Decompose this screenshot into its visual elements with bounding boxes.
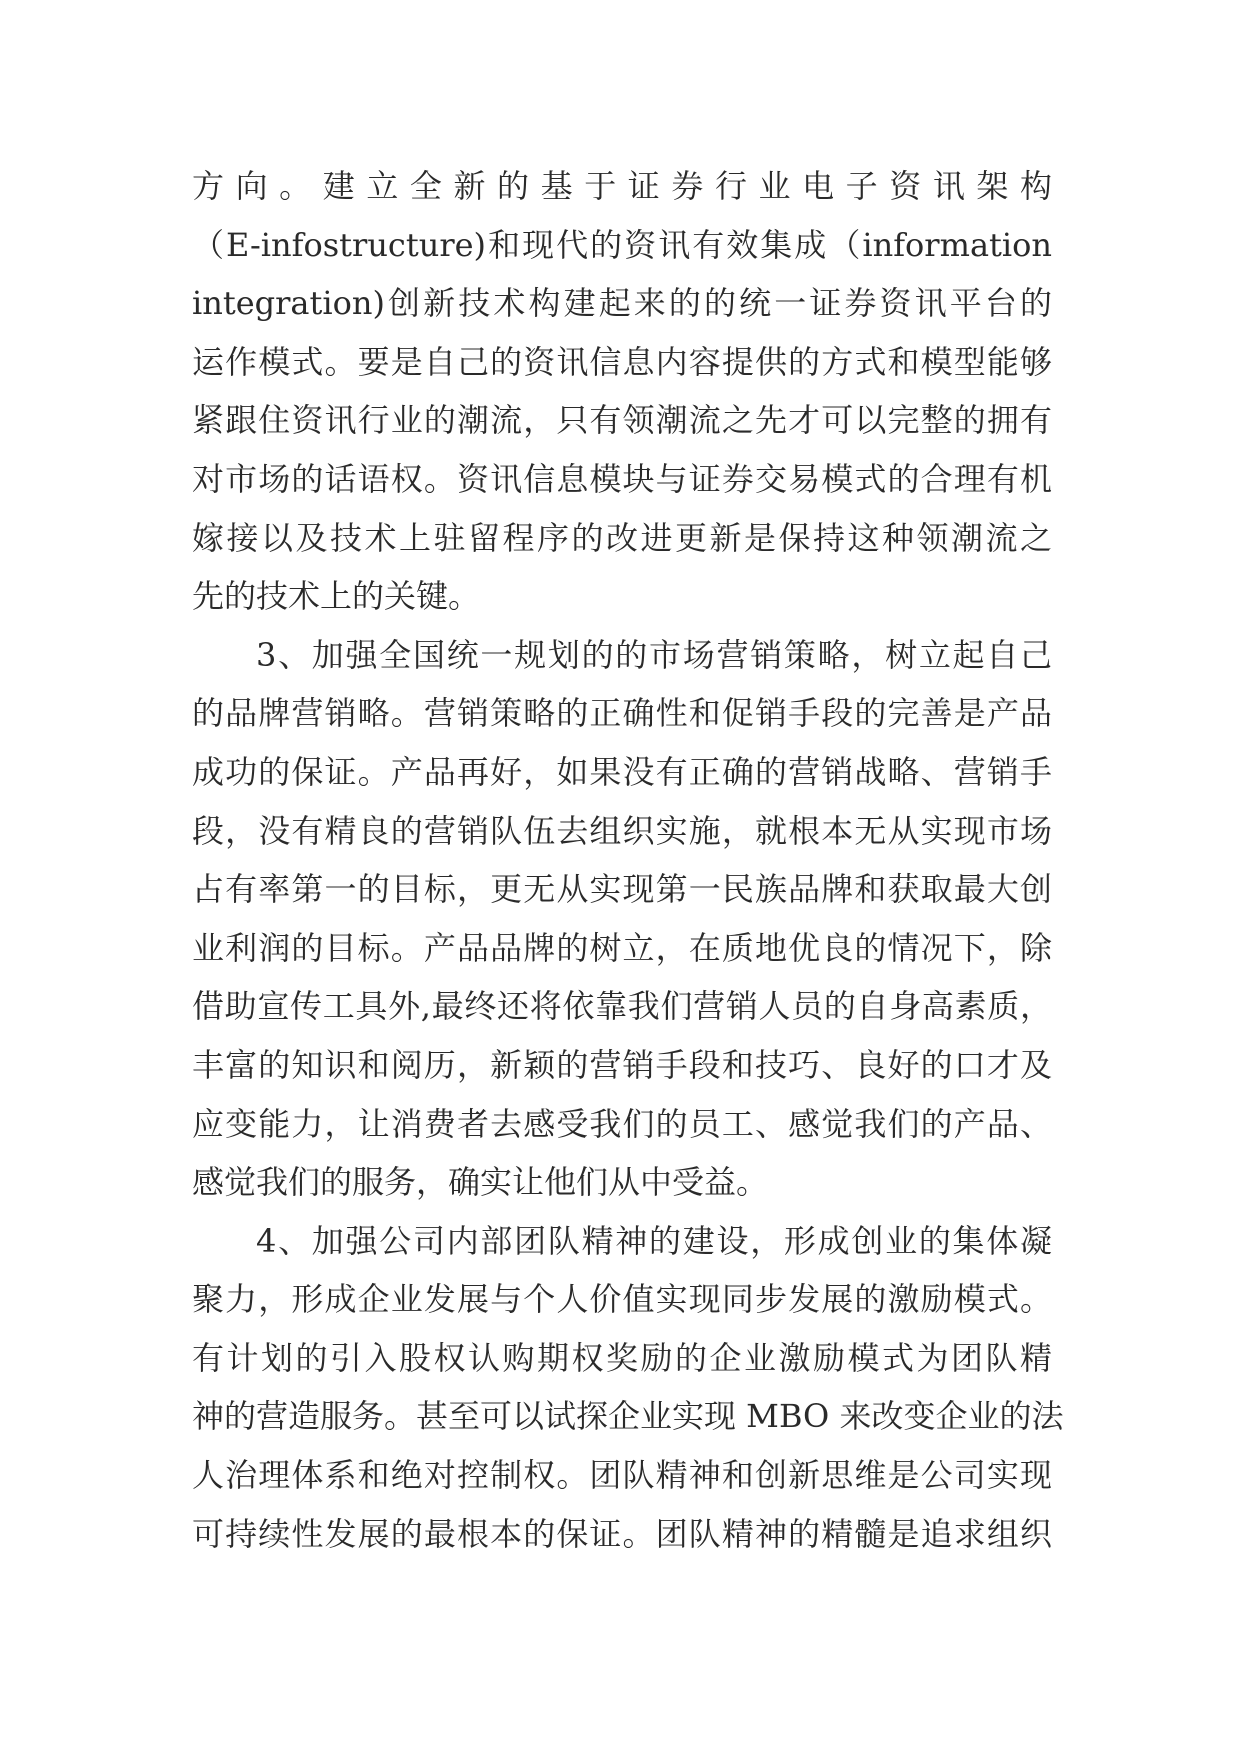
text-line: 有计划的引入股权认购期权奖励的企业激励模式为团队精	[192, 1338, 1052, 1377]
text-line: 运作模式。要是自己的资讯信息内容提供的方式和模型能够	[192, 342, 1052, 381]
text-line: 感觉我们的服务，确实让他们从中受益。	[192, 1163, 769, 1202]
text-line: 业利润的目标。产品品牌的树立，在质地优良的情况下，除	[192, 928, 1052, 967]
text-line: 方向。建立全新的基于证券行业电子资讯架构	[192, 167, 1052, 205]
text-line: integration)创新技术构建起来的的统一证券资讯平台的	[192, 284, 1052, 323]
text-line: （E-infostructure)和现代的资讯有效集成（information	[192, 225, 1052, 264]
text-line: 应变能力，让消费者去感受我们的员工、感觉我们的产品、	[192, 1104, 1052, 1143]
text-line: 丰富的知识和阅历，新颖的营销手段和技巧、良好的口才及	[192, 1045, 1052, 1084]
body-text	[192, 157, 1064, 1563]
text-line: 段，没有精良的营销队伍去组织实施，就根本无从实现市场	[192, 811, 1052, 850]
text-line: 可持续性发展的最根本的保证。团队精神的精髓是追求组织	[192, 1514, 1052, 1553]
text-line: 成功的保证。产品再好，如果没有正确的营销战略、营销手	[192, 752, 1052, 791]
text-line: 借助宣传工具外,最终还将依靠我们营销人员的自身高素质，	[192, 987, 1052, 1026]
text-line: 聚力，形成企业发展与个人价值实现同步发展的激励模式。	[192, 1280, 1052, 1319]
text-line: 的品牌营销略。营销策略的正确性和促销手段的完善是产品	[192, 694, 1052, 733]
text-line: 人治理体系和绝对控制权。团队精神和创新思维是公司实现	[192, 1456, 1052, 1495]
text-line: 先的技术上的关键。	[192, 577, 481, 616]
paragraph-start-line: 4、加强公司内部团队精神的建设，形成创业的集体凝	[256, 1221, 1052, 1260]
text-line: 占有率第一的目标，更无从实现第一民族品牌和获取最大创	[192, 870, 1052, 909]
text-line: 紧跟住资讯行业的潮流，只有领潮流之先才可以完整的拥有	[192, 401, 1052, 440]
text-line: 对市场的话语权。资讯信息模块与证券交易模式的合理有机	[192, 459, 1052, 498]
text-line: 嫁接以及技术上驻留程序的改进更新是保持这种领潮流之	[192, 518, 1052, 557]
text-line: 神的营造服务。甚至可以试探企业实现 MBO 来改变企业的法	[192, 1397, 1064, 1436]
paragraph-start-line: 3、加强全国统一规划的的市场营销策略，树立起自己	[256, 635, 1052, 674]
